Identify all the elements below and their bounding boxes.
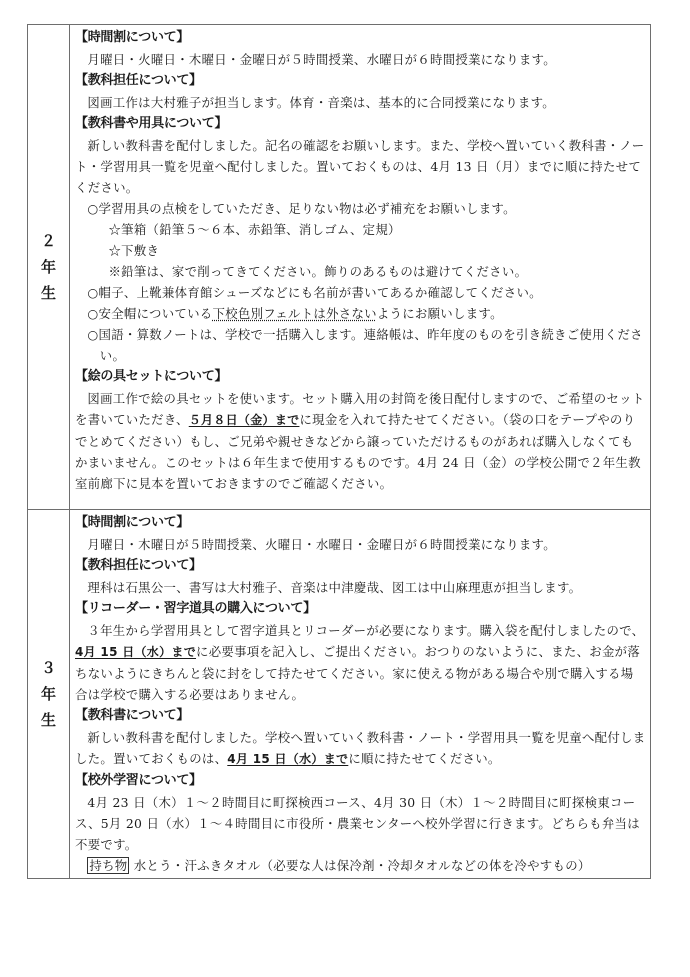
belongings-text: 水とう・汗ふきタオル（必要な人は保冷剤・冷却タオルなどの体を冷やすもの） xyxy=(129,858,591,873)
grade-3-content xyxy=(70,510,651,879)
bullet-notebooks: ○国語・算数ノートは、学校で一括購入します。連絡帳は、昨年度のものを引き続きご使用ください。 xyxy=(87,327,643,363)
grade-label-char: 年 xyxy=(40,258,56,276)
grade-3-row xyxy=(28,510,651,879)
grade-label-char: ３ xyxy=(40,659,56,677)
recorder-text xyxy=(75,620,646,705)
grade-2-row xyxy=(28,25,651,510)
paint-set-text-before: 図画工作で絵の具セットを使います。セット購入用の封筒を後日配付しますので、ご希望のセットを書いていただき、 xyxy=(75,391,645,427)
textbooks-deadline: 4月 15 日（水）まで xyxy=(227,752,349,766)
grade-2-label xyxy=(28,25,70,510)
grade-label-char: 年 xyxy=(40,685,56,703)
paint-set-text-after: に現金を入れて持たせてください。（袋の口をテープやのりでとめてください）もし、ご兄弟や親せきなどから譲っていただけるものがあれば購入しなくてもかまいません。このセットは６年生まで使用するものです。4月 24 日（金）の学校公開で２年生教室前廊下に見本を置いておきますのでご確認ください。 xyxy=(75,412,641,491)
section-heading-paint-set: 【絵の具セットについて】 xyxy=(75,369,228,384)
helmet-text-after: ようにお願いします。 xyxy=(376,306,503,321)
teachers-text: 図画工作は大村雅子が担当します。体育・音楽は、基本的に合同授業になります。 xyxy=(87,95,555,110)
paint-set-deadline: ５月８日（金）まで xyxy=(188,413,300,427)
section-heading-textbooks: 【教科書について】 xyxy=(75,708,190,723)
bullet-names: ○帽子、上靴兼体育館シューズなどにも名前が書いてあるか確認してください。 xyxy=(87,285,542,300)
grade-label-char: ２ xyxy=(40,232,56,250)
notice-table xyxy=(27,24,651,879)
section-heading-timetable: 【時間割について】 xyxy=(75,515,190,530)
grade-label-char: 生 xyxy=(40,284,56,302)
textbooks-text: 新しい教科書を配付しました。記名の確認をお願いします。また、学校へ置いていく教科書・ノート・学習用具一覧を児童へ配付しました。置いておくものは、4月 13 日（月）までに順に持たせてください。 xyxy=(75,138,645,195)
belongings-line xyxy=(75,855,646,876)
bullet-supplies-check: ○学習用具の点検をしていただき、足りない物は必ず補充をお願いします。 xyxy=(87,201,516,216)
paint-set-text xyxy=(75,388,646,494)
section-heading-timetable: 【時間割について】 xyxy=(75,30,190,45)
textbooks-text-before: 新しい教科書を配付しました。学校へ置いていく教科書・ノート・学習用具一覧を児童へ配付しました。置いておくものは、 xyxy=(75,730,646,766)
grade-label-char: 生 xyxy=(40,711,56,729)
section-heading-field-trip: 【校外学習について】 xyxy=(75,773,202,788)
timetable-text: 月曜日・木曜日が５時間授業、火曜日・水曜日・金曜日が６時間授業になります。 xyxy=(87,537,556,552)
field-trip-text: 4月 23 日（木）１～２時間目に町探検西コース、4月 30 日（木）１～２時間目に町探検東コース、5月 20 日（水）１～４時間目に市役所・農業センターへ校外学習に行きます。どちらも弁当は不要です。 xyxy=(75,795,640,852)
sub-item-pencil-note: ※鉛筆は、家で削ってきてください。飾りのあるものは避けてください。 xyxy=(108,264,528,279)
recorder-text-before: ３年生から学習用具として習字道具とリコーダーが必要になります。購入袋を配付しましたので、 xyxy=(87,623,645,638)
recorder-deadline: 4月 15 日（水）まで xyxy=(75,645,197,659)
textbooks-text xyxy=(75,727,646,770)
helmet-underlined-text: 下校色別フェルトは外さない xyxy=(212,306,377,321)
section-heading-teachers: 【教科担任について】 xyxy=(75,558,202,573)
bullet-helmet xyxy=(75,303,646,324)
textbooks-text-after: に順に持たせてください。 xyxy=(348,751,501,766)
teachers-text: 理科は石黒公一、書写は大村雅子、音楽は中津慶哉、図工は中山麻理恵が担当します。 xyxy=(87,580,582,595)
sub-item-pencil-case: ☆筆箱（鉛筆５～６本、赤鉛筆、消しゴム、定規） xyxy=(108,222,401,237)
timetable-text: 月曜日・火曜日・木曜日・金曜日が５時間授業、水曜日が６時間授業になります。 xyxy=(87,52,556,67)
section-heading-recorder: 【リコーダー・習字道具の購入について】 xyxy=(75,601,316,616)
section-heading-textbooks: 【教科書や用具について】 xyxy=(75,116,228,131)
grade-3-label xyxy=(28,510,70,879)
section-heading-teachers: 【教科担任について】 xyxy=(75,73,202,88)
belongings-label: 持ち物 xyxy=(89,858,128,873)
sub-item-pencil-board: ☆下敷き xyxy=(108,243,160,258)
recorder-text-after: に必要事項を記入し、ご提出ください。おつりのないように、また、お金が落ちないようにきちんと袋に封をして持たせてください。家に使える物がある場合や別で購入する場合は学校で購入する必要はありません。 xyxy=(75,644,641,702)
grade-2-content xyxy=(70,25,651,510)
helmet-text: ○安全帽についている xyxy=(87,306,213,321)
